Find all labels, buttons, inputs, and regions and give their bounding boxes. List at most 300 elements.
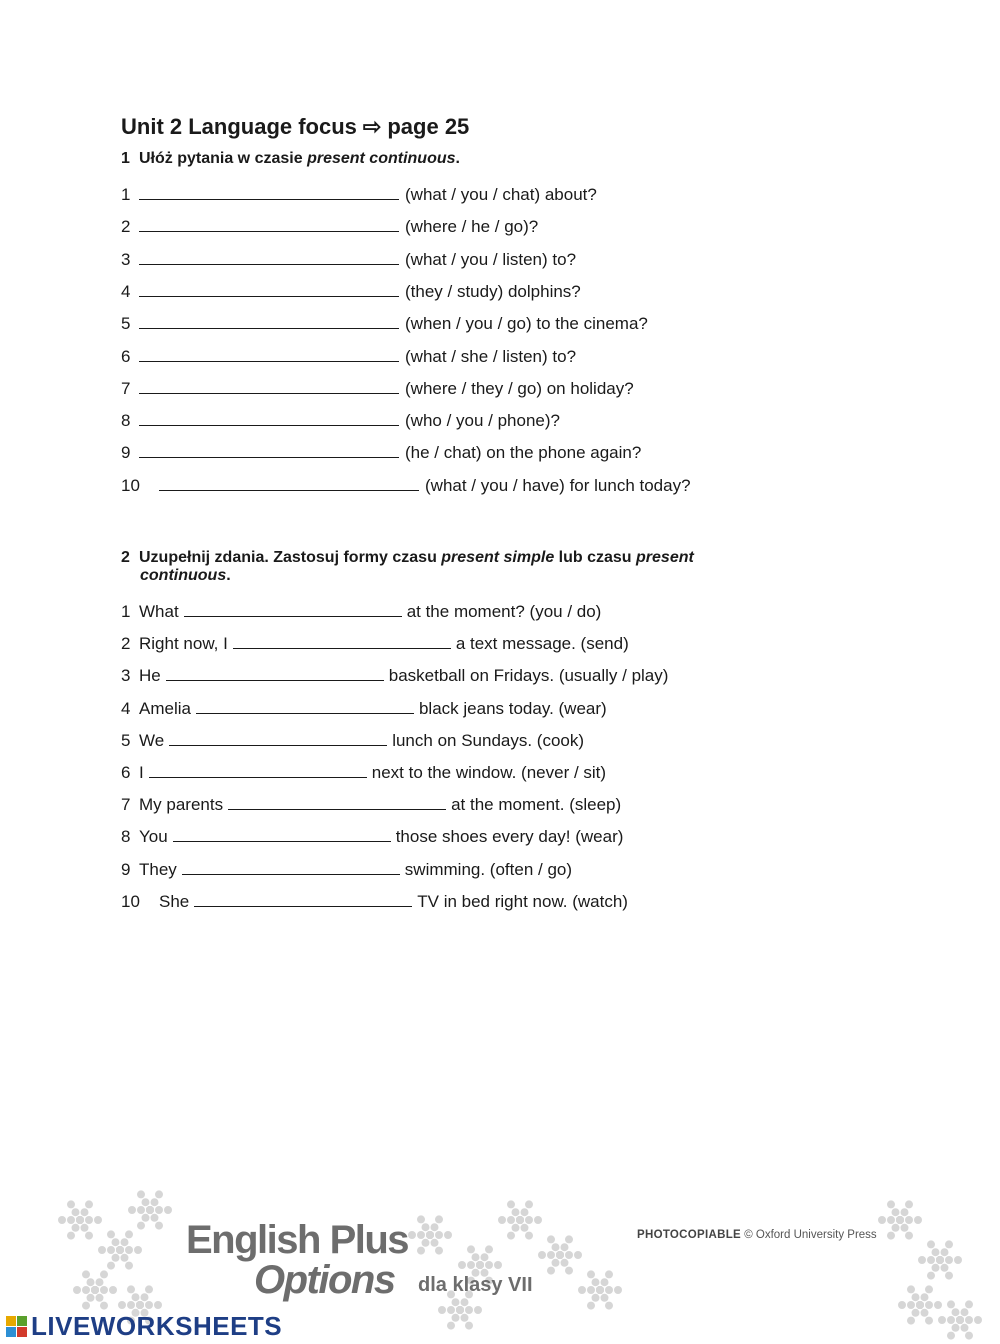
brand-options: Options <box>254 1258 395 1302</box>
item-number: 10 <box>121 475 140 495</box>
answer-blank[interactable] <box>159 476 419 491</box>
sentence-end: basketball on Fridays. (usually / play) <box>388 666 669 686</box>
brand-grade: dla klasy VII <box>418 1274 533 1296</box>
item-prompt: (he / chat) on the phone again? <box>405 443 642 463</box>
sentence-end: at the moment. (sleep) <box>451 795 622 815</box>
pattern-dot <box>85 1216 93 1224</box>
exercise2-item <box>121 730 584 752</box>
arrow-right-icon: ⇨ <box>362 114 382 139</box>
page-title <box>121 114 469 140</box>
exercise1-item <box>121 346 576 368</box>
sentence-start: They <box>139 859 177 879</box>
pattern-dot <box>925 1285 933 1293</box>
pattern-dot <box>76 1216 84 1224</box>
pattern-dot <box>936 1256 944 1264</box>
pattern-dot <box>438 1306 446 1314</box>
pattern-dot <box>73 1286 81 1294</box>
sentence-start: Amelia <box>139 698 191 718</box>
pattern-dot <box>137 1222 145 1230</box>
item-number: 4 <box>121 281 131 301</box>
pattern-dot <box>136 1301 144 1309</box>
pattern-dot <box>456 1306 464 1314</box>
pattern-dot <box>145 1301 153 1309</box>
pattern-dot <box>447 1306 455 1314</box>
pattern-dot <box>87 1278 95 1286</box>
pattern-dot <box>547 1267 555 1275</box>
pattern-dot <box>952 1308 960 1316</box>
pattern-dot <box>956 1316 964 1324</box>
pattern-dot <box>164 1206 172 1214</box>
pattern-dot <box>587 1302 595 1310</box>
answer-blank[interactable] <box>173 827 391 842</box>
pattern-dot <box>422 1239 430 1247</box>
sentence-end: next to the window. (never / sit) <box>371 763 607 782</box>
item-prompt: (where / they / go) on holiday? <box>405 378 634 398</box>
pattern-dot <box>596 1286 604 1294</box>
exercise2-item <box>121 762 606 784</box>
item-prompt: (what / you / listen) to? <box>405 249 577 269</box>
item-number: 1 <box>121 602 131 621</box>
pattern-dot <box>474 1306 482 1314</box>
pattern-dot <box>417 1215 425 1223</box>
pattern-dot <box>107 1262 115 1270</box>
pattern-dot <box>905 1200 913 1208</box>
exercise1-instruction <box>121 150 460 168</box>
item-prompt: (what / she / listen) to? <box>405 346 577 366</box>
pattern-dot <box>128 1206 136 1214</box>
pattern-dot <box>561 1243 569 1251</box>
item-prompt: (where / he / go)? <box>405 217 539 237</box>
title-page-ref: page 25 <box>387 114 470 139</box>
exercise1-instruction-tense: present continuous <box>307 150 456 167</box>
pattern-dot <box>467 1261 475 1269</box>
answer-blank[interactable] <box>194 892 412 907</box>
pattern-dot <box>905 1232 913 1240</box>
answer-blank[interactable] <box>182 860 400 875</box>
exercise2-item <box>121 665 668 687</box>
pattern-dot <box>921 1309 929 1317</box>
pattern-dot <box>98 1246 106 1254</box>
pattern-dot <box>918 1256 926 1264</box>
sentence-end: at the moment? (you / do) <box>406 602 602 621</box>
pattern-dot <box>461 1298 469 1306</box>
item-number: 9 <box>121 443 131 463</box>
liveworksheets-text: LIVEWORKSHEETS <box>31 1310 283 1341</box>
pattern-dot <box>472 1253 480 1261</box>
answer-blank[interactable] <box>196 699 414 714</box>
pattern-dot <box>431 1223 439 1231</box>
pattern-dot <box>961 1324 969 1332</box>
exercise2-instruction <box>121 549 694 585</box>
item-number: 2 <box>121 217 131 237</box>
pattern-dot <box>565 1267 573 1275</box>
pattern-dot <box>82 1286 90 1294</box>
pattern-dot <box>431 1239 439 1247</box>
pattern-dot <box>452 1298 460 1306</box>
pattern-dot <box>887 1232 895 1240</box>
item-number: 4 <box>121 698 131 718</box>
pattern-dot <box>151 1198 159 1206</box>
pattern-dot <box>72 1224 80 1232</box>
pattern-dot <box>125 1262 133 1270</box>
exercise2-number: 2 <box>121 549 130 566</box>
exercise1-item <box>121 378 634 400</box>
pattern-dot <box>565 1235 573 1243</box>
sentence-start: Right now, I <box>139 634 228 654</box>
answer-blank[interactable] <box>139 443 399 458</box>
pattern-dot <box>145 1285 153 1293</box>
title-unit: Unit 2 Language focus <box>121 114 357 139</box>
pattern-dot <box>116 1246 124 1254</box>
pattern-dot <box>112 1238 120 1246</box>
item-prompt: (what / you / chat) about? <box>405 185 597 204</box>
pattern-dot <box>525 1200 533 1208</box>
pattern-dot <box>467 1245 475 1253</box>
pattern-dot <box>916 1301 924 1309</box>
pattern-dot <box>476 1261 484 1269</box>
pattern-dot <box>907 1317 915 1325</box>
pattern-dot <box>914 1216 922 1224</box>
answer-blank[interactable] <box>166 666 384 681</box>
exercise1-number: 1 <box>121 150 130 167</box>
item-prompt: (who / you / phone)? <box>405 411 560 431</box>
pattern-dot <box>72 1208 80 1216</box>
pattern-dot <box>481 1253 489 1261</box>
pattern-dot <box>121 1254 129 1262</box>
pattern-dot <box>447 1322 455 1330</box>
pattern-dot <box>100 1302 108 1310</box>
exercise2-instruction-text-2: lub czasu <box>554 549 637 566</box>
copyright-text: © Oxford University Press <box>744 1229 877 1241</box>
pattern-dot <box>87 1294 95 1302</box>
pattern-dot <box>127 1301 135 1309</box>
pattern-dot <box>121 1238 129 1246</box>
pattern-dot <box>965 1316 973 1324</box>
pattern-dot <box>945 1272 953 1280</box>
pattern-dot <box>965 1300 973 1308</box>
pattern-dot <box>556 1251 564 1259</box>
pattern-dot <box>947 1316 955 1324</box>
pattern-dot <box>901 1208 909 1216</box>
sentence-end: swimming. (often / go) <box>404 859 573 879</box>
exercise2-item <box>121 826 623 848</box>
liveworksheets-logo[interactable] <box>6 1311 282 1341</box>
pattern-dot <box>912 1293 920 1301</box>
item-number: 7 <box>121 378 131 398</box>
pattern-dot <box>578 1286 586 1294</box>
pattern-dot <box>100 1270 108 1278</box>
pattern-dot <box>947 1332 955 1340</box>
pattern-dot <box>898 1301 906 1309</box>
pattern-dot <box>137 1190 145 1198</box>
sentence-start: What <box>139 602 179 621</box>
photocopiable-label: PHOTOCOPIABLE <box>637 1229 742 1241</box>
item-number: 5 <box>121 730 131 750</box>
pattern-dot <box>927 1272 935 1280</box>
pattern-dot <box>96 1294 104 1302</box>
pattern-dot <box>512 1208 520 1216</box>
pattern-dot <box>538 1251 546 1259</box>
answer-blank[interactable] <box>228 795 446 810</box>
exercise1-item <box>121 184 597 206</box>
item-prompt: (when / you / go) to the cinema? <box>405 314 648 334</box>
pattern-dot <box>905 1216 913 1224</box>
sentence-start: I <box>139 763 144 782</box>
answer-blank[interactable] <box>139 250 399 265</box>
pattern-dot <box>81 1224 89 1232</box>
pattern-dot <box>408 1231 416 1239</box>
exercise2-instruction-text: Uzupełnij zdania. Zastosuj formy czasu <box>139 549 442 566</box>
exercise1-item <box>121 281 581 303</box>
pattern-dot <box>67 1216 75 1224</box>
sentence-start: He <box>139 666 161 686</box>
sentence-end: those shoes every day! (wear) <box>395 827 624 847</box>
pattern-dot <box>85 1232 93 1240</box>
pattern-dot <box>417 1247 425 1255</box>
pattern-dot <box>125 1246 133 1254</box>
pattern-dot <box>945 1256 953 1264</box>
pattern-dot <box>605 1286 613 1294</box>
exercise2-tense-present: present <box>636 549 694 566</box>
pattern-dot <box>901 1224 909 1232</box>
pattern-dot <box>82 1302 90 1310</box>
pattern-dot <box>67 1232 75 1240</box>
exercise2-item <box>121 891 628 913</box>
answer-blank[interactable] <box>139 314 399 329</box>
answer-blank[interactable] <box>139 411 399 426</box>
item-number: 7 <box>121 795 131 815</box>
item-number: 9 <box>121 859 131 879</box>
pattern-dot <box>151 1214 159 1222</box>
pattern-dot <box>94 1216 102 1224</box>
pattern-dot <box>112 1254 120 1262</box>
exercise1-item <box>121 475 691 497</box>
exercise1-item <box>121 442 641 464</box>
item-number: 2 <box>121 634 131 654</box>
exercise2-tense-simple: present simple <box>441 549 555 566</box>
item-number: 5 <box>121 314 131 334</box>
pattern-dot <box>507 1200 515 1208</box>
item-prompt: (they / study) dolphins? <box>405 281 581 301</box>
pattern-dot <box>435 1215 443 1223</box>
pattern-dot <box>601 1294 609 1302</box>
answer-blank[interactable] <box>233 634 451 649</box>
pattern-dot <box>587 1286 595 1294</box>
pattern-dot <box>85 1200 93 1208</box>
sentence-end: lunch on Sundays. (cook) <box>392 730 585 750</box>
answer-blank[interactable] <box>139 185 399 200</box>
pattern-dot <box>601 1278 609 1286</box>
pattern-dot <box>927 1240 935 1248</box>
pattern-dot <box>552 1259 560 1267</box>
pattern-dot <box>927 1256 935 1264</box>
pattern-dot <box>614 1286 622 1294</box>
pattern-dot <box>435 1231 443 1239</box>
pattern-dot <box>155 1222 163 1230</box>
pattern-dot <box>961 1308 969 1316</box>
pattern-dot <box>605 1302 613 1310</box>
pattern-dot <box>547 1251 555 1259</box>
sentence-start: You <box>139 827 168 847</box>
pattern-dot <box>547 1235 555 1243</box>
pattern-dot <box>465 1306 473 1314</box>
pattern-dot <box>892 1208 900 1216</box>
pattern-dot <box>107 1230 115 1238</box>
pattern-dot <box>605 1270 613 1278</box>
sentence-start: She <box>159 891 190 911</box>
answer-blank[interactable] <box>139 347 399 362</box>
sentence-end: TV in bed right now. (watch) <box>417 891 628 911</box>
exercise1-instruction-text: Ułóż pytania w czasie <box>139 150 308 167</box>
exercise1-item <box>121 216 538 238</box>
pattern-dot <box>525 1216 533 1224</box>
answer-blank[interactable] <box>139 282 399 297</box>
pattern-dot <box>142 1214 150 1222</box>
pattern-dot <box>125 1230 133 1238</box>
exercise1-instruction-period: . <box>455 150 460 167</box>
answer-blank[interactable] <box>149 763 367 778</box>
pattern-dot <box>912 1309 920 1317</box>
pattern-dot <box>921 1293 929 1301</box>
pattern-dot <box>498 1216 506 1224</box>
pattern-dot <box>941 1248 949 1256</box>
pattern-dot <box>142 1198 150 1206</box>
pattern-dot <box>422 1223 430 1231</box>
pattern-dot <box>887 1216 895 1224</box>
answer-blank[interactable] <box>139 217 399 232</box>
pattern-dot <box>892 1224 900 1232</box>
pattern-dot <box>592 1294 600 1302</box>
brand-english-plus: English Plus <box>186 1218 409 1262</box>
pattern-dot <box>941 1264 949 1272</box>
pattern-dot <box>109 1286 117 1294</box>
pattern-dot <box>952 1324 960 1332</box>
pattern-dot <box>516 1216 524 1224</box>
pattern-dot <box>485 1261 493 1269</box>
pattern-dot <box>521 1224 529 1232</box>
item-number: 8 <box>121 411 131 431</box>
pattern-dot <box>925 1317 933 1325</box>
pattern-dot <box>507 1232 515 1240</box>
exercise2-item <box>121 698 607 720</box>
exercise2-item <box>121 633 629 655</box>
pattern-dot <box>878 1216 886 1224</box>
pattern-dot <box>58 1216 66 1224</box>
pattern-dot <box>435 1247 443 1255</box>
exercise2-item <box>121 601 601 623</box>
pattern-dot <box>132 1293 140 1301</box>
pattern-dot <box>896 1216 904 1224</box>
pattern-dot <box>81 1208 89 1216</box>
liveworksheets-icon <box>6 1316 27 1337</box>
pattern-dot <box>525 1232 533 1240</box>
photocopiable-note <box>637 1229 877 1241</box>
pattern-dot <box>91 1286 99 1294</box>
sentence-end: a text message. (send) <box>455 634 629 654</box>
pattern-dot <box>485 1245 493 1253</box>
sentence-start: We <box>139 730 165 750</box>
pattern-dot <box>565 1251 573 1259</box>
item-number: 3 <box>121 249 131 269</box>
item-number: 10 <box>121 891 140 911</box>
pattern-dot <box>887 1200 895 1208</box>
answer-blank[interactable] <box>169 731 387 746</box>
pattern-dot <box>67 1200 75 1208</box>
exercise1-item <box>121 313 648 335</box>
pattern-dot <box>925 1301 933 1309</box>
pattern-dot <box>82 1270 90 1278</box>
item-number: 8 <box>121 827 131 847</box>
item-number: 6 <box>121 763 131 782</box>
pattern-dot <box>155 1190 163 1198</box>
pattern-dot <box>141 1293 149 1301</box>
pattern-dot <box>461 1314 469 1322</box>
pattern-dot <box>947 1300 955 1308</box>
pattern-dot <box>512 1224 520 1232</box>
pattern-dot <box>96 1278 104 1286</box>
pattern-dot <box>107 1246 115 1254</box>
pattern-dot <box>444 1231 452 1239</box>
exercise2-item <box>121 794 621 816</box>
pattern-dot <box>127 1285 135 1293</box>
pattern-dot <box>494 1261 502 1269</box>
exercise2-item <box>121 859 572 881</box>
pattern-dot <box>146 1206 154 1214</box>
pattern-dot <box>907 1301 915 1309</box>
pattern-dot <box>938 1316 946 1324</box>
exercise2-tense-continuous: continuous <box>140 567 227 584</box>
pattern-dot <box>155 1206 163 1214</box>
pattern-dot <box>954 1256 962 1264</box>
answer-blank[interactable] <box>184 602 402 617</box>
pattern-dot <box>587 1270 595 1278</box>
item-number: 6 <box>121 346 131 366</box>
pattern-dot <box>465 1322 473 1330</box>
pattern-dot <box>932 1264 940 1272</box>
pattern-dot <box>100 1286 108 1294</box>
exercise1-item <box>121 249 576 271</box>
pattern-dot <box>521 1208 529 1216</box>
pattern-dot <box>137 1206 145 1214</box>
item-prompt: (what / you / have) for lunch today? <box>425 475 691 495</box>
pattern-dot <box>118 1301 126 1309</box>
exercise1-item <box>121 410 560 432</box>
pattern-dot <box>965 1332 973 1340</box>
pattern-dot <box>417 1231 425 1239</box>
sentence-end: black jeans today. (wear) <box>418 698 607 718</box>
pattern-dot <box>552 1243 560 1251</box>
pattern-dot <box>945 1240 953 1248</box>
pattern-dot <box>534 1216 542 1224</box>
exercise2-instruction-period: . <box>226 567 231 584</box>
item-number: 3 <box>121 666 131 686</box>
pattern-dot <box>426 1231 434 1239</box>
pattern-dot <box>592 1278 600 1286</box>
pattern-dot <box>974 1316 982 1324</box>
pattern-dot <box>154 1301 162 1309</box>
pattern-dot <box>561 1259 569 1267</box>
pattern-dot <box>907 1285 915 1293</box>
item-number: 1 <box>121 185 131 204</box>
pattern-dot <box>574 1251 582 1259</box>
sentence-start: My parents <box>139 795 224 815</box>
pattern-dot <box>934 1301 942 1309</box>
pattern-dot <box>932 1248 940 1256</box>
answer-blank[interactable] <box>139 379 399 394</box>
pattern-dot <box>458 1261 466 1269</box>
pattern-dot <box>507 1216 515 1224</box>
pattern-dot <box>134 1246 142 1254</box>
